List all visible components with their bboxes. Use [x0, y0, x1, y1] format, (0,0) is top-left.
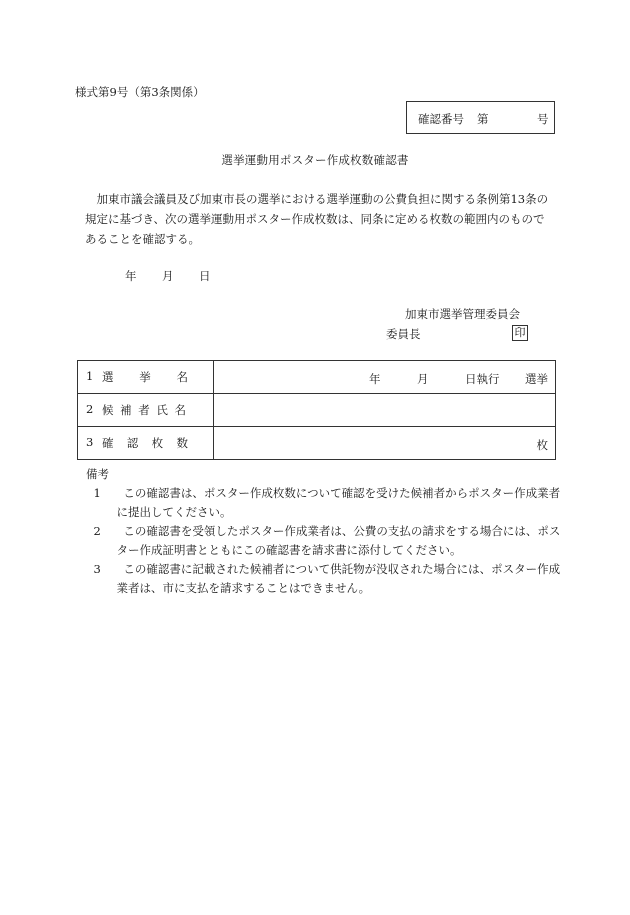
remark-text: この確認書を受領したポスター作成業者は、公費の支払の請求をする場合には、ポスター作成証明書とともにこの確認書を請求書に添付してください。 — [116, 524, 561, 557]
confirmed-count-value[interactable] — [214, 427, 556, 460]
row-number: 1 — [86, 369, 94, 383]
row-number: 2 — [86, 402, 94, 416]
confirmation-number-suffix: 号 — [537, 112, 549, 126]
date-year-label: 年 — [125, 269, 137, 283]
election-name-value[interactable] — [214, 361, 556, 394]
label-chars: 確 認 枚 数 — [102, 436, 188, 450]
body-paragraph: 加東市議会議員及び加東市長の選挙における選挙運動の公費負担に関する条例第13条の規定に基づき、次の選挙運動用ポスター作成枚数は、同条に定める枚数の範囲内のものであることを確認する。 — [85, 192, 549, 246]
candidate-name-label — [78, 394, 214, 427]
table-row-candidate-name — [78, 394, 556, 427]
form-number: 様式第9号（第3条関係） — [75, 85, 205, 99]
remark-item — [93, 522, 567, 560]
remark-number: 1 — [93, 486, 101, 500]
document-title: 選挙運動用ポスター作成枚数確認書 — [221, 153, 409, 167]
label-chars: 選 挙 名 — [102, 370, 188, 384]
confirmation-number-prefix: 第 — [477, 112, 489, 126]
date-month-label: 月 — [162, 269, 174, 283]
remark-text: この確認書は、ポスター作成枚数について確認を受けた候補者からポスター作成業者に提出してください。 — [116, 486, 561, 519]
chair-title: 委員長 — [386, 327, 421, 341]
remark-number: 2 — [93, 524, 101, 538]
row-number: 3 — [86, 435, 94, 449]
remark-text: この確認書に記載された候補者について供託物が没収された場合には、ポスター作成業者は、市に支払を請求することはできません。 — [116, 562, 561, 595]
remark-item — [93, 484, 567, 522]
label-chars: 候 補 者 氏 名 — [102, 403, 186, 417]
candidate-name-value[interactable] — [214, 394, 556, 427]
remark-item — [93, 560, 567, 598]
count-unit: 枚 — [536, 438, 548, 452]
election-month-label: 月 — [417, 372, 429, 386]
remark-number: 3 — [93, 562, 101, 576]
election-day-label: 日執行 — [465, 372, 500, 386]
table-row-confirmed-count — [78, 427, 556, 460]
date-day-label: 日 — [199, 269, 211, 283]
election-name-label — [78, 361, 214, 394]
confirmation-number-box — [406, 101, 555, 134]
seal-mark: 印 — [512, 325, 528, 341]
committee-name: 加東市選挙管理委員会 — [405, 307, 520, 321]
election-suffix: 選挙 — [525, 372, 548, 386]
remarks-title: 備考 — [86, 467, 109, 481]
confirmed-count-label — [78, 427, 214, 460]
info-table — [77, 360, 556, 460]
table-row-election-name — [78, 361, 556, 394]
confirmation-number-label: 確認番号 — [418, 112, 464, 126]
election-year-label: 年 — [369, 372, 381, 386]
